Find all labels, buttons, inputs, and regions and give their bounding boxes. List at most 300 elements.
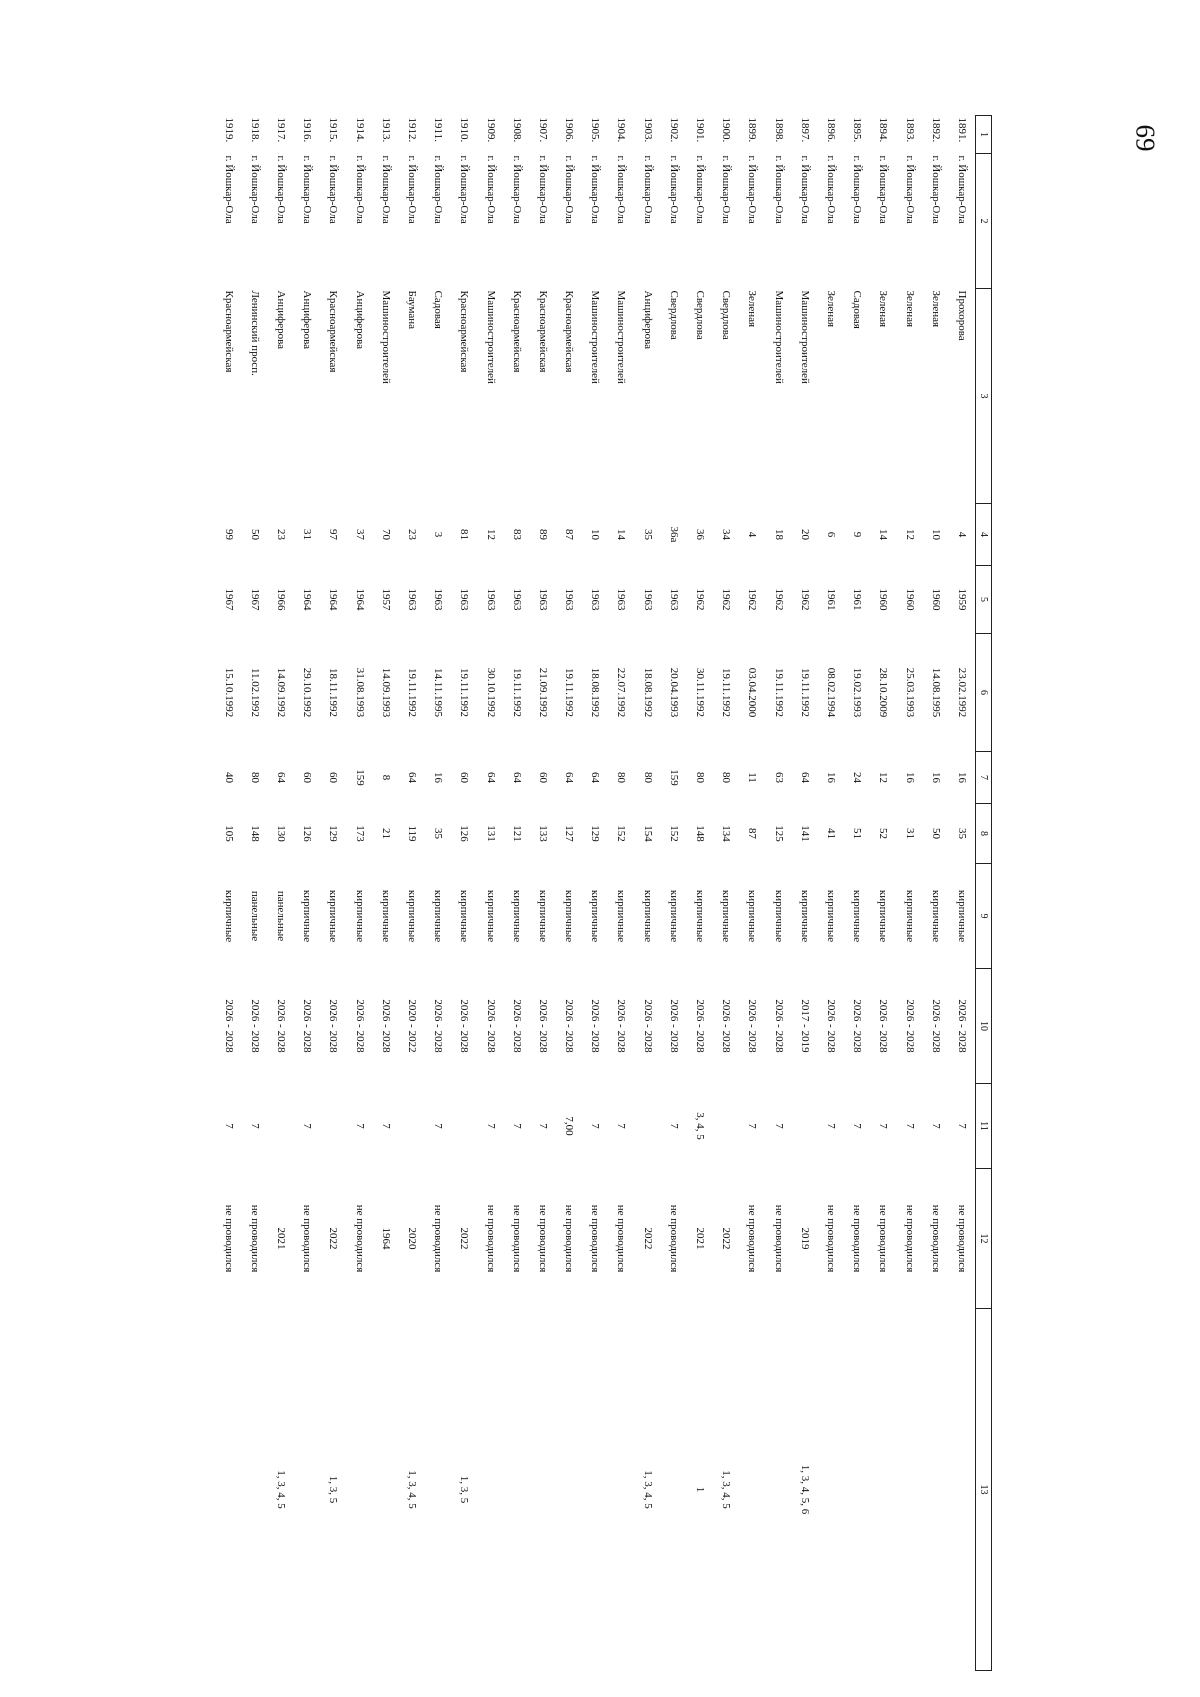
cell-house-number: 81 xyxy=(458,529,471,540)
cell-period: 2026 - 2028 xyxy=(536,999,549,1053)
cell-col8-value: 87 xyxy=(746,828,759,839)
cell-city: г. Йошкар-Ола xyxy=(851,155,864,224)
cell-period: 2026 - 2028 xyxy=(432,999,445,1053)
cell-build-year: 1960 xyxy=(929,588,942,611)
cell-row-number: 1899. xyxy=(746,117,759,143)
cell-col7-value: 80 xyxy=(615,772,628,783)
cell-col13-codes xyxy=(504,1309,530,1671)
cell-build-year: 1967 xyxy=(222,588,235,611)
cell-street: Красноармейская xyxy=(563,290,576,373)
cell-city: г. Йошкар-Ола xyxy=(667,155,680,224)
cell-col13-codes xyxy=(373,1309,399,1671)
column-header-6: 6 xyxy=(976,634,992,752)
cell-col8-value: 31 xyxy=(903,828,916,839)
cell-build-year: 1963 xyxy=(536,588,549,611)
cell-period: 2026 - 2028 xyxy=(379,999,392,1053)
cell-period: 2026 - 2028 xyxy=(929,999,942,1053)
cell-city: г. Йошкар-Ола xyxy=(694,155,707,224)
cell-date: 20.04.1993 xyxy=(667,667,680,718)
cell-build-year: 1963 xyxy=(510,588,523,611)
page-number: 69 xyxy=(1130,124,1161,152)
cell-row-number: 1910. xyxy=(458,117,471,143)
cell-city: г. Йошкар-Ола xyxy=(432,155,445,224)
cell-house-number: 97 xyxy=(327,529,340,540)
cell-col11-value: 7 xyxy=(248,1123,261,1129)
cell-wall-material: кирпичные xyxy=(929,889,942,943)
table-row xyxy=(923,116,949,1671)
cell-col7-value: 64 xyxy=(510,772,523,783)
table-row xyxy=(373,116,399,1671)
table-row xyxy=(608,116,634,1671)
cell-col13-codes xyxy=(294,1309,320,1671)
cell-date: 30.10.1992 xyxy=(484,667,497,718)
cell-wall-material: кирпичные xyxy=(589,889,602,943)
cell-period: 2026 - 2028 xyxy=(353,999,366,1053)
cell-col13-codes xyxy=(949,1309,976,1671)
cell-street: Машиностроителей xyxy=(589,290,602,384)
cell-col11-value: 7 xyxy=(353,1123,366,1129)
table-row xyxy=(399,116,425,1671)
cell-col13-codes xyxy=(661,1309,687,1671)
cell-wall-material: кирпичные xyxy=(222,889,235,943)
cell-col11-value: 7 xyxy=(929,1123,942,1129)
cell-build-year: 1959 xyxy=(955,588,968,611)
cell-col7-value: 60 xyxy=(327,772,340,783)
cell-col7-value: 16 xyxy=(929,772,942,783)
cell-street: Машиностроителей xyxy=(772,290,785,384)
cell-build-year: 1964 xyxy=(353,588,366,611)
cell-row-number: 1919. xyxy=(222,117,235,143)
cell-period: 2026 - 2028 xyxy=(903,999,916,1053)
rotated-table-container xyxy=(215,115,992,1670)
cell-street: Свердлова xyxy=(694,290,707,340)
table-row xyxy=(451,116,477,1671)
column-header-7: 7 xyxy=(976,752,992,804)
cell-street: Зеленая xyxy=(929,290,942,328)
cell-build-year: 1962 xyxy=(720,588,733,611)
cell-city: г. Йошкар-Ола xyxy=(929,155,942,224)
cell-city: г. Йошкар-Ола xyxy=(484,155,497,224)
cell-col12-status: 2022 xyxy=(458,1227,471,1250)
cell-col7-value: 8 xyxy=(379,774,392,781)
cell-street: Красноармейская xyxy=(327,290,340,373)
cell-house-number: 50 xyxy=(248,529,261,540)
cell-col13-codes: 1, 3, 5 xyxy=(327,1475,340,1504)
cell-build-year: 1963 xyxy=(563,588,576,611)
cell-house-number: 14 xyxy=(877,529,890,540)
cell-col13-codes xyxy=(608,1309,634,1671)
cell-build-year: 1964 xyxy=(327,588,340,611)
cell-city: г. Йошкар-Ола xyxy=(955,155,968,224)
cell-wall-material: кирпичные xyxy=(851,889,864,943)
cell-col11-value: 7 xyxy=(746,1123,759,1129)
cell-house-number: 36 xyxy=(694,529,707,540)
cell-col13-codes: 1, 3, 4, 5 xyxy=(641,1470,654,1509)
cell-col12-status: не проводился xyxy=(589,1204,602,1273)
cell-date: 21.09.1992 xyxy=(536,667,549,718)
cell-wall-material: кирпичные xyxy=(772,889,785,943)
cell-col12-status: не проводился xyxy=(248,1204,261,1273)
cell-period: 2026 - 2028 xyxy=(720,999,733,1053)
cell-col12-status: не проводился xyxy=(667,1204,680,1273)
cell-col8-value: 50 xyxy=(929,828,942,839)
cell-col11-value: 7 xyxy=(432,1123,445,1129)
cell-wall-material: панельные xyxy=(248,890,261,942)
cell-col13-codes: 1, 3, 4, 5 xyxy=(405,1470,418,1509)
cell-build-year: 1967 xyxy=(248,588,261,611)
cell-col12-status: 2021 xyxy=(694,1227,707,1250)
cell-street: Машиностроителей xyxy=(484,290,497,384)
cell-date: 11.02.1992 xyxy=(248,667,261,718)
cell-date: 19.11.1992 xyxy=(772,667,785,718)
column-header-8: 8 xyxy=(976,804,992,864)
cell-row-number: 1891. xyxy=(955,117,968,143)
cell-period: 2026 - 2028 xyxy=(641,999,654,1053)
cell-period: 2026 - 2028 xyxy=(694,999,707,1053)
cell-period: 2026 - 2028 xyxy=(955,999,968,1053)
column-header-10: 10 xyxy=(976,969,992,1084)
cell-row-number: 1913. xyxy=(379,117,392,143)
table-row xyxy=(792,116,818,1671)
cell-col11-value xyxy=(399,1084,425,1169)
cell-date: 14.11.1995 xyxy=(432,667,445,718)
cell-period: 2026 - 2028 xyxy=(275,999,288,1053)
cell-col8-value: 52 xyxy=(877,828,890,839)
cell-build-year: 1962 xyxy=(746,588,759,611)
cell-build-year: 1960 xyxy=(903,588,916,611)
cell-wall-material: кирпичные xyxy=(903,889,916,943)
cell-city: г. Йошкар-Ола xyxy=(615,155,628,224)
cell-street: Баумана xyxy=(405,290,418,330)
cell-col13-codes xyxy=(530,1309,556,1671)
table-row xyxy=(635,116,661,1671)
table-row xyxy=(556,116,582,1671)
cell-city: г. Йошкар-Ола xyxy=(746,155,759,224)
cell-col7-value: 16 xyxy=(432,772,445,783)
cell-house-number: 4 xyxy=(955,531,968,538)
cell-build-year: 1961 xyxy=(851,588,864,611)
cell-house-number: 12 xyxy=(484,529,497,540)
cell-col12-status: не проводился xyxy=(746,1204,759,1273)
cell-col13-codes: 1, 3, 4, 5 xyxy=(275,1470,288,1509)
cell-col7-value: 60 xyxy=(301,772,314,783)
cell-city: г. Йошкар-Ола xyxy=(379,155,392,224)
cell-col11-value: 7 xyxy=(536,1123,549,1129)
cell-period: 2026 - 2028 xyxy=(248,999,261,1053)
cell-col7-value: 80 xyxy=(641,772,654,783)
cell-wall-material: кирпичные xyxy=(458,889,471,943)
cell-col8-value: 152 xyxy=(615,825,628,842)
cell-city: г. Йошкар-Ола xyxy=(248,155,261,224)
cell-col13-codes xyxy=(766,1309,792,1671)
cell-col7-value: 64 xyxy=(484,772,497,783)
cell-house-number: 9 xyxy=(851,531,864,538)
cell-col8-value: 126 xyxy=(458,825,471,842)
cell-date: 14.08.1995 xyxy=(929,667,942,718)
cell-col13-codes xyxy=(582,1309,608,1671)
cell-col11-value: 7 xyxy=(615,1123,628,1129)
table-row xyxy=(870,116,896,1671)
cell-street: Садовая xyxy=(851,290,864,329)
cell-col11-value: 7 xyxy=(851,1123,864,1129)
table-row xyxy=(425,116,451,1671)
cell-build-year: 1963 xyxy=(667,588,680,611)
cell-period: 2026 - 2028 xyxy=(667,999,680,1053)
cell-col12-status: 2022 xyxy=(327,1227,340,1250)
cell-col13-codes: 1 xyxy=(694,1486,707,1493)
cell-row-number: 1915. xyxy=(327,117,340,143)
cell-row-number: 1901. xyxy=(694,117,707,143)
column-header-9: 9 xyxy=(976,864,992,969)
cell-col12-status: не проводился xyxy=(903,1204,916,1273)
cell-period: 2026 - 2028 xyxy=(301,999,314,1053)
cell-street: Ленинский просп. xyxy=(248,290,261,376)
cell-date: 19.11.1992 xyxy=(798,667,811,718)
table-row xyxy=(242,116,268,1671)
cell-build-year: 1957 xyxy=(379,588,392,611)
cell-col12-status: не проводился xyxy=(432,1204,445,1273)
cell-col8-value: 41 xyxy=(824,828,837,839)
cell-build-year: 1963 xyxy=(484,588,497,611)
cell-house-number: 35 xyxy=(641,529,654,540)
cell-col13-codes xyxy=(556,1309,582,1671)
cell-col8-value: 148 xyxy=(248,825,261,842)
cell-build-year: 1963 xyxy=(641,588,654,611)
cell-period: 2026 - 2028 xyxy=(222,999,235,1053)
cell-house-number: 23 xyxy=(275,529,288,540)
cell-street: Зеленая xyxy=(903,290,916,328)
cell-house-number: 31 xyxy=(301,529,314,540)
cell-wall-material: кирпичные xyxy=(615,889,628,943)
cell-row-number: 1916. xyxy=(301,117,314,143)
cell-col8-value: 129 xyxy=(589,825,602,842)
cell-col12-status: не проводился xyxy=(851,1204,864,1273)
cell-col8-value: 134 xyxy=(720,825,733,842)
cell-wall-material: кирпичные xyxy=(641,889,654,943)
cell-col13-codes xyxy=(216,1309,242,1671)
cell-city: г. Йошкар-Ола xyxy=(903,155,916,224)
cell-street: Машиностроителей xyxy=(615,290,628,384)
cell-col11-value xyxy=(268,1084,294,1169)
cell-col11-value: 7 xyxy=(903,1123,916,1129)
cell-street: Зеленая xyxy=(877,290,890,328)
cell-row-number: 1894. xyxy=(877,117,890,143)
table-row xyxy=(320,116,346,1671)
cell-house-number: 14 xyxy=(615,529,628,540)
cell-wall-material: кирпичные xyxy=(405,889,418,943)
cell-col7-value: 64 xyxy=(405,772,418,783)
cell-house-number: 83 xyxy=(510,529,523,540)
cell-row-number: 1896. xyxy=(824,117,837,143)
cell-build-year: 1962 xyxy=(772,588,785,611)
cell-col12-status: 1964 xyxy=(379,1227,392,1250)
cell-col8-value: 121 xyxy=(510,825,523,842)
cell-col8-value: 154 xyxy=(641,825,654,842)
cell-house-number: 10 xyxy=(589,529,602,540)
cell-col12-status: не проводился xyxy=(929,1204,942,1273)
cell-city: г. Йошкар-Ола xyxy=(327,155,340,224)
cell-row-number: 1908. xyxy=(510,117,523,143)
cell-period: 2026 - 2028 xyxy=(877,999,890,1053)
cell-col12-status: не проводился xyxy=(510,1204,523,1273)
table-header-row xyxy=(976,116,992,1671)
cell-col12-status: не проводился xyxy=(563,1204,576,1273)
cell-col11-value: 3, 4, 5 xyxy=(694,1112,707,1140)
cell-row-number: 1911. xyxy=(432,117,445,142)
cell-col7-value: 12 xyxy=(877,772,890,783)
cell-date: 22.07.1992 xyxy=(615,667,628,718)
table-row xyxy=(818,116,844,1671)
cell-col13-codes xyxy=(242,1309,268,1671)
cell-date: 19.02.1993 xyxy=(851,667,864,718)
cell-col7-value: 64 xyxy=(563,772,576,783)
cell-col11-value xyxy=(792,1084,818,1169)
cell-build-year: 1963 xyxy=(405,588,418,611)
cell-street: Анциферова xyxy=(301,290,314,350)
cell-city: г. Йошкар-Ола xyxy=(536,155,549,224)
column-header-11: 11 xyxy=(976,1084,992,1169)
housing-registry-table xyxy=(216,115,992,1671)
cell-street: Машиностроителей xyxy=(379,290,392,384)
cell-col8-value: 35 xyxy=(955,828,968,839)
cell-build-year: 1963 xyxy=(458,588,471,611)
cell-city: г. Йошкар-Ола xyxy=(222,155,235,224)
cell-col8-value: 125 xyxy=(772,825,785,842)
cell-row-number: 1907. xyxy=(536,117,549,143)
cell-col7-value: 80 xyxy=(248,772,261,783)
cell-city: г. Йошкар-Ола xyxy=(798,155,811,224)
cell-wall-material: кирпичные xyxy=(432,889,445,943)
cell-row-number: 1897. xyxy=(798,117,811,143)
cell-col8-value: 119 xyxy=(405,825,418,842)
table-row xyxy=(949,116,976,1671)
cell-col7-value: 16 xyxy=(903,772,916,783)
table-row xyxy=(687,116,713,1671)
cell-col7-value: 159 xyxy=(667,769,680,786)
cell-col8-value: 133 xyxy=(536,825,549,842)
cell-row-number: 1914. xyxy=(353,117,366,143)
cell-date: 18.08.1992 xyxy=(589,667,602,718)
cell-row-number: 1902. xyxy=(667,117,680,143)
cell-row-number: 1904. xyxy=(615,117,628,143)
cell-build-year: 1963 xyxy=(615,588,628,611)
cell-period: 2026 - 2028 xyxy=(563,999,576,1053)
cell-col12-status: 2022 xyxy=(641,1227,654,1250)
cell-period: 2017 - 2019 xyxy=(798,999,811,1053)
cell-col8-value: 141 xyxy=(798,825,811,842)
cell-build-year: 1963 xyxy=(589,588,602,611)
cell-date: 19.11.1992 xyxy=(405,667,418,718)
cell-city: г. Йошкар-Ола xyxy=(589,155,602,224)
cell-street: Машиностроителей xyxy=(798,290,811,384)
cell-col11-value xyxy=(635,1084,661,1169)
cell-col12-status: 2022 xyxy=(720,1227,733,1250)
cell-wall-material: кирпичные xyxy=(484,889,497,943)
cell-col12-status: не проводился xyxy=(301,1204,314,1273)
cell-city: г. Йошкар-Ола xyxy=(510,155,523,224)
table-row xyxy=(477,116,503,1671)
cell-date: 19.11.1992 xyxy=(458,667,471,718)
cell-date: 18.08.1992 xyxy=(641,667,654,718)
cell-col12-status: не проводился xyxy=(484,1204,497,1273)
column-header-2: 2 xyxy=(976,154,992,289)
cell-date: 30.11.1992 xyxy=(694,667,707,718)
cell-col11-value: 7,00 xyxy=(563,1116,576,1136)
cell-col11-value xyxy=(451,1084,477,1169)
cell-period: 2026 - 2028 xyxy=(615,999,628,1053)
cell-street: Свердлова xyxy=(667,290,680,340)
cell-house-number: 99 xyxy=(222,529,235,540)
cell-col7-value: 60 xyxy=(536,772,549,783)
table-row xyxy=(844,116,870,1671)
cell-build-year: 1961 xyxy=(824,588,837,611)
cell-period: 2026 - 2028 xyxy=(824,999,837,1053)
cell-col8-value: 126 xyxy=(301,825,314,842)
cell-date: 15.10.1992 xyxy=(222,667,235,718)
cell-col7-value: 64 xyxy=(589,772,602,783)
cell-wall-material: кирпичные xyxy=(379,889,392,943)
cell-row-number: 1912. xyxy=(405,117,418,143)
cell-date: 31.08.1993 xyxy=(353,667,366,718)
cell-period: 2026 - 2028 xyxy=(772,999,785,1053)
column-header-4: 4 xyxy=(976,504,992,566)
cell-col8-value: 129 xyxy=(327,825,340,842)
cell-house-number: 23 xyxy=(405,529,418,540)
cell-period: 2026 - 2028 xyxy=(851,999,864,1053)
cell-row-number: 1898. xyxy=(772,117,785,143)
cell-col8-value: 21 xyxy=(379,828,392,839)
cell-wall-material: кирпичные xyxy=(536,889,549,943)
cell-city: г. Йошкар-Ола xyxy=(275,155,288,224)
cell-col13-codes xyxy=(923,1309,949,1671)
cell-row-number: 1906. xyxy=(563,117,576,143)
table-row xyxy=(530,116,556,1671)
column-header-1: 1 xyxy=(976,116,992,154)
cell-city: г. Йошкар-Ола xyxy=(641,155,654,224)
cell-period: 2026 - 2028 xyxy=(510,999,523,1053)
cell-col11-value: 7 xyxy=(824,1123,837,1129)
table-row xyxy=(582,116,608,1671)
cell-col11-value xyxy=(320,1084,346,1169)
cell-street: Свердлова xyxy=(720,290,733,340)
cell-house-number: 34 xyxy=(720,529,733,540)
cell-col7-value: 80 xyxy=(694,772,707,783)
cell-date: 25.03.1993 xyxy=(903,667,916,718)
cell-col11-value: 7 xyxy=(379,1123,392,1129)
cell-build-year: 1966 xyxy=(275,588,288,611)
cell-house-number: 36а xyxy=(667,526,680,543)
cell-col13-codes: 1, 3, 4, 5, 6 xyxy=(798,1464,811,1515)
table-body xyxy=(216,116,976,1671)
cell-house-number: 87 xyxy=(563,529,576,540)
cell-col12-status: не проводился xyxy=(222,1204,235,1273)
column-header-12: 12 xyxy=(976,1169,992,1309)
cell-street: Анциферова xyxy=(275,290,288,350)
cell-col11-value: 7 xyxy=(589,1123,602,1129)
cell-period: 2026 - 2028 xyxy=(746,999,759,1053)
cell-street: Зеленая xyxy=(824,290,837,328)
cell-wall-material: кирпичные xyxy=(510,889,523,943)
cell-wall-material: панельные xyxy=(275,890,288,942)
cell-col11-value: 7 xyxy=(955,1123,968,1129)
cell-col11-value xyxy=(713,1084,739,1169)
cell-house-number: 3 xyxy=(432,531,445,538)
table-row xyxy=(896,116,922,1671)
cell-col7-value: 40 xyxy=(222,772,235,783)
cell-col8-value: 35 xyxy=(432,828,445,839)
cell-col7-value: 16 xyxy=(955,772,968,783)
cell-row-number: 1893. xyxy=(903,117,916,143)
